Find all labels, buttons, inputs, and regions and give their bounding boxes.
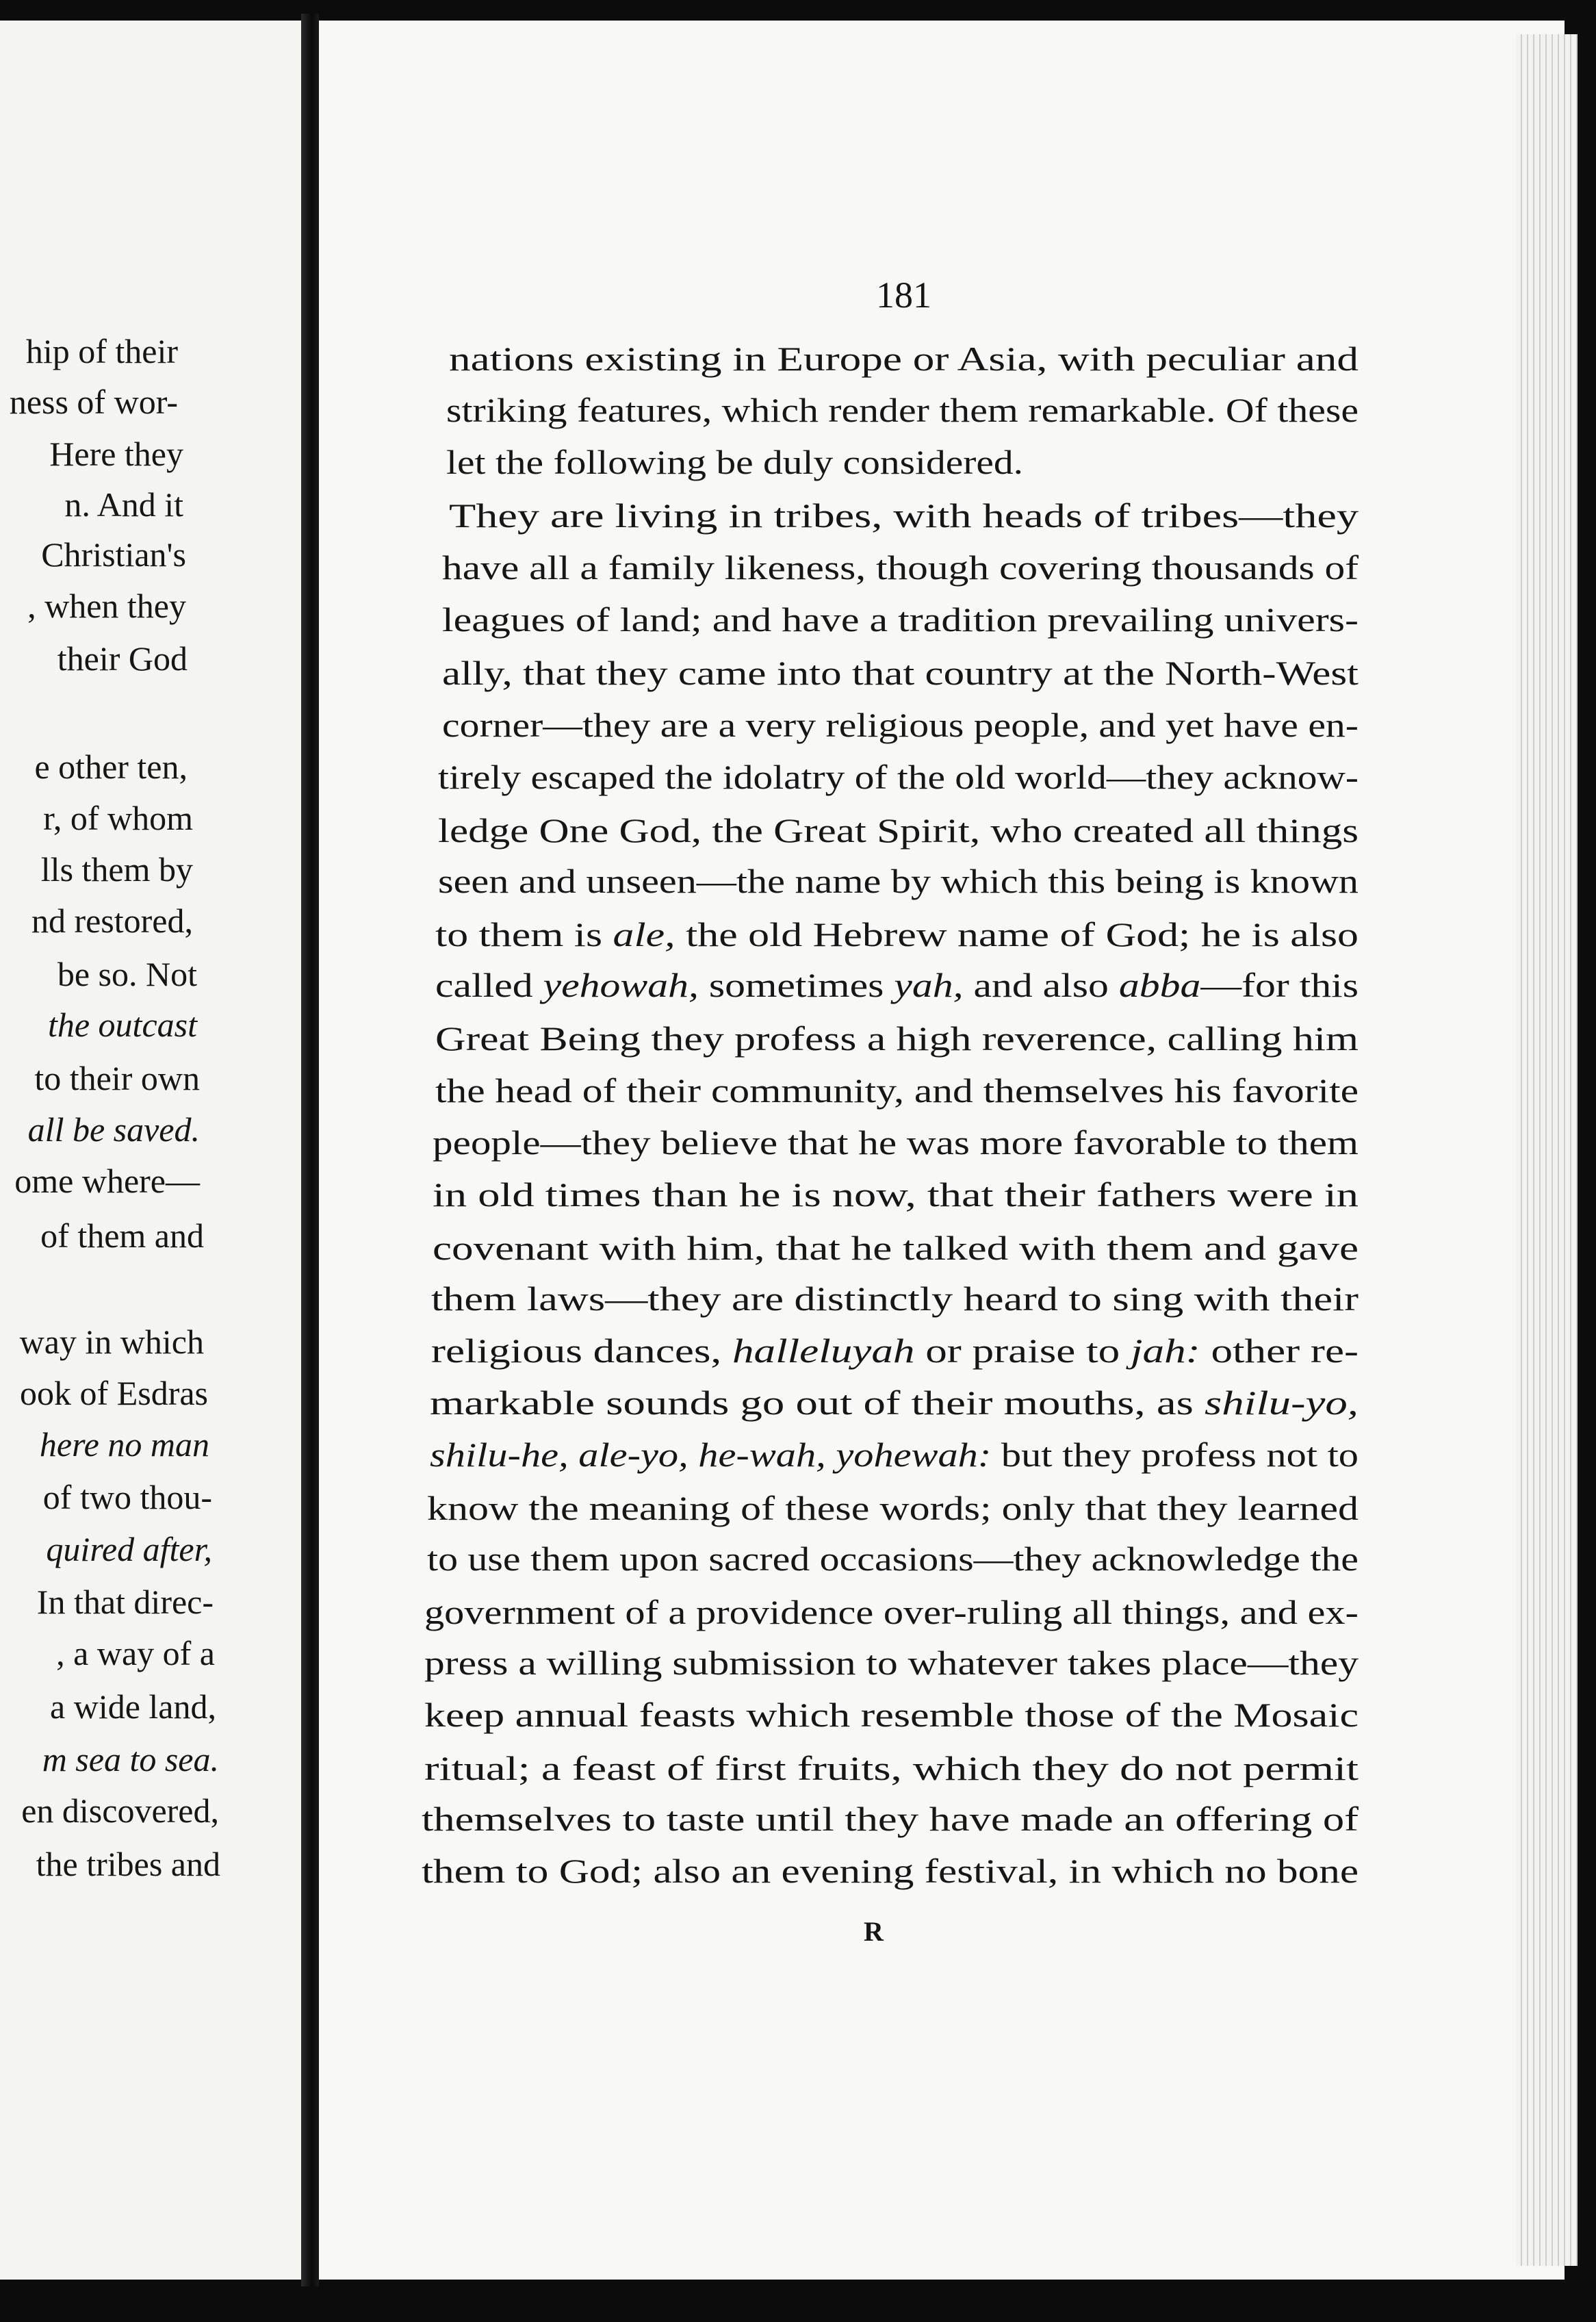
left-page-line: the outcast xyxy=(47,1006,197,1044)
left-page-line: their God xyxy=(57,639,188,678)
italic-term: abba xyxy=(1118,966,1201,1004)
text-line xyxy=(430,1435,1359,1475)
text-line xyxy=(442,548,1359,587)
italic-term: halleluyah xyxy=(732,1331,915,1370)
text-line xyxy=(424,1695,1359,1735)
text-segment: ledge One God, the Great Spirit, who created all things xyxy=(438,811,1359,850)
text-segment: tirely escaped the idolatry of the old world—they acknow- xyxy=(438,758,1359,796)
text-line xyxy=(433,1123,1359,1162)
text-line xyxy=(442,600,1359,639)
text-segment: nations existing in Europe or Asia, with peculiar and xyxy=(449,340,1359,378)
left-page-line: m sea to sea. xyxy=(42,1740,219,1778)
left-page xyxy=(0,21,301,2280)
left-page-line: of two thou- xyxy=(42,1478,212,1516)
text-segment: or praise to xyxy=(914,1331,1131,1370)
left-page-line: a wide land, xyxy=(50,1687,216,1726)
italic-term: shilu-yo, xyxy=(1205,1383,1359,1422)
text-line xyxy=(430,1383,1359,1422)
text-segment: the old Hebrew name of God; he is also xyxy=(675,915,1359,954)
text-segment: themselves to taste until they have made an offering of xyxy=(422,1800,1359,1838)
text-segment: other re- xyxy=(1200,1331,1359,1370)
text-line xyxy=(427,1539,1359,1579)
text-line xyxy=(449,339,1359,379)
text-segment: covenant with him, that he talked with them and gave xyxy=(433,1229,1359,1267)
left-page-line: r, of whom xyxy=(43,799,193,837)
text-line xyxy=(431,1331,1359,1370)
text-segment: let the following be duly considered. xyxy=(446,443,1023,481)
text-line xyxy=(433,1175,1359,1214)
text-line xyxy=(442,653,1359,693)
text-line xyxy=(446,442,1023,482)
text-line xyxy=(435,1019,1359,1058)
text-line xyxy=(438,861,1359,901)
text-line xyxy=(438,811,1359,850)
left-page-line: the tribes and xyxy=(36,1845,220,1883)
text-segment: them laws—they are distinctly heard to sing with their xyxy=(431,1279,1359,1318)
text-segment: but they profess not to xyxy=(991,1436,1359,1474)
italic-term: shilu-he, ale-yo, he-wah, yohewah: xyxy=(430,1436,992,1474)
text-segment: ally, that they came into that country at the North-West xyxy=(442,654,1359,692)
text-line xyxy=(435,965,1359,1005)
left-page-line: , a way of a xyxy=(56,1634,215,1672)
text-line xyxy=(435,1071,1359,1110)
left-page-line: lls them by xyxy=(40,850,193,889)
left-page-line: n. And it xyxy=(64,485,183,524)
page-fore-edge xyxy=(1516,34,1578,2266)
text-segment: called xyxy=(435,966,543,1004)
text-segment: religious dances, xyxy=(431,1331,732,1370)
left-page-line: ome where— xyxy=(14,1162,200,1200)
left-page-line: In that direc- xyxy=(36,1583,214,1621)
text-line xyxy=(446,390,1359,430)
left-page-line: Christian's xyxy=(41,535,186,574)
text-segment: to them is xyxy=(435,915,613,954)
text-line xyxy=(438,757,1359,797)
text-line xyxy=(427,1488,1359,1528)
text-segment: and also xyxy=(963,966,1119,1004)
left-page-line: ook of Esdras xyxy=(20,1374,208,1412)
text-segment: They are living in tribes, with heads of tribes—they xyxy=(449,496,1359,535)
left-page-line: way in which xyxy=(19,1323,204,1361)
text-line xyxy=(435,915,1359,954)
text-line xyxy=(442,705,1359,745)
left-page-line: hip of their xyxy=(25,332,178,370)
text-segment: seen and unseen—the name by which this being is known xyxy=(438,862,1359,900)
text-segment: keep annual feasts which resemble those of the Mosaic xyxy=(424,1696,1359,1734)
text-segment: know the meaning of these words; only that they learned xyxy=(427,1489,1359,1527)
italic-term: yah, xyxy=(894,966,964,1004)
text-segment: corner—they are a very religious people, and yet have en- xyxy=(442,706,1359,744)
left-page-line: , when they xyxy=(27,587,186,625)
left-page-line: ness of wor- xyxy=(9,383,178,421)
signature-mark: R xyxy=(864,1916,884,1947)
text-segment: have all a family likeness, though covering thousands of xyxy=(442,548,1359,587)
page-number: 181 xyxy=(876,275,931,316)
text-segment: striking features, which render them remarkable. Of these xyxy=(446,391,1359,429)
italic-term: yehowah, xyxy=(543,966,699,1004)
text-segment: them to God; also an evening festival, in which no bone xyxy=(422,1852,1359,1890)
text-line xyxy=(449,496,1359,535)
italic-term: jah: xyxy=(1130,1331,1200,1370)
text-segment: Great Being they profess a high reverence, calling him xyxy=(435,1019,1359,1058)
text-segment: ritual; a feast of first fruits, which they do not permit xyxy=(424,1749,1359,1787)
left-page-line: Here they xyxy=(49,435,183,473)
italic-term: ale, xyxy=(613,915,675,954)
text-line xyxy=(422,1799,1359,1839)
text-segment: government of a providence over-ruling all things, and ex- xyxy=(424,1593,1359,1631)
text-line xyxy=(424,1592,1359,1632)
text-segment: in old times than he is now, that their fathers were in xyxy=(433,1175,1359,1214)
book-gutter xyxy=(301,14,319,2286)
text-segment: press a willing submission to whatever takes place—they xyxy=(424,1644,1359,1682)
text-segment: the head of their community, and themselves his favorite xyxy=(435,1071,1359,1110)
text-segment: sometimes xyxy=(698,966,894,1004)
left-page-line: e other ten, xyxy=(34,748,188,786)
text-line xyxy=(433,1228,1359,1268)
text-segment: markable sounds go out of their mouths, as xyxy=(430,1383,1205,1422)
left-page-line: en discovered, xyxy=(21,1791,219,1830)
left-page-line: be so. Not xyxy=(57,955,197,993)
left-page-line: to their own xyxy=(34,1059,200,1097)
text-segment: to use them upon sacred occasions—they acknowledge the xyxy=(427,1540,1359,1578)
left-page-line: nd restored, xyxy=(31,902,193,940)
text-line xyxy=(431,1279,1359,1318)
left-page-line: here no man xyxy=(39,1425,209,1464)
text-segment: people—they believe that he was more favorable to them xyxy=(433,1123,1359,1162)
text-segment: leagues of land; and have a tradition prevailing univers- xyxy=(442,600,1359,639)
left-page-line: quired after, xyxy=(46,1530,212,1568)
left-page-line: of them and xyxy=(40,1216,204,1255)
text-line xyxy=(424,1748,1359,1788)
left-page-line: all be saved. xyxy=(27,1110,200,1149)
text-line xyxy=(422,1851,1359,1891)
text-line xyxy=(424,1643,1359,1683)
text-segment: —for this xyxy=(1200,966,1359,1004)
